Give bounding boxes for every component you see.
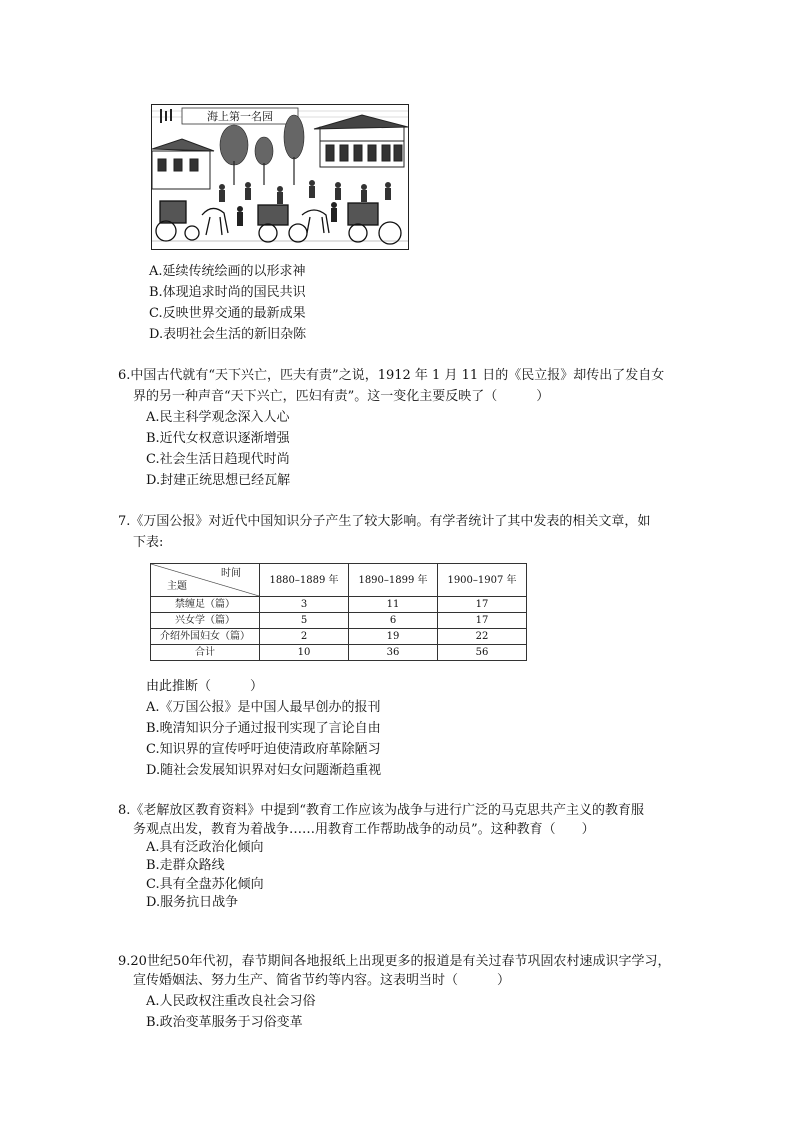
q6-option-b: B.近代女权意识逐渐增强 [146, 431, 290, 446]
q9-stem-line-2: 宣传婚姻法、努力生产、简省节约等内容。这表明当时（ ） [133, 973, 511, 988]
table-row-label: 合计 [151, 645, 260, 661]
q6-stem-line-1: 6.中国古代就有“天下兴亡，匹夫有责”之说，1912 年 1 月 11 日的《民立报》却传出了发自女 [118, 368, 665, 383]
q8-option-c: C.具有全盘苏化倾向 [146, 877, 264, 892]
q6-option-c: C.社会生活日趋现代时尚 [146, 452, 290, 467]
street-scene-illustration [151, 104, 409, 250]
table-row-label: 介绍外国妇女（篇） [151, 629, 260, 645]
q6-option-a: A.民主科学观念深入人心 [146, 410, 290, 425]
q8-option-d: D.服务抗日战争 [146, 895, 239, 910]
q7-stem-line-2: 下表: [133, 535, 164, 550]
q7-option-c: C.知识界的宣传呼吁迫使清政府革除陋习 [146, 742, 381, 757]
q5-option-d: D.表明社会生活的新旧杂陈 [149, 327, 307, 342]
table-corner-cell [151, 564, 260, 597]
q7-option-a: A.《万国公报》是中国人最早创办的报刊 [146, 700, 381, 715]
q7-stem-line-1: 7.《万国公报》对近代中国知识分子产生了较大影响。有学者统计了其中发表的相关文章，如 [118, 514, 651, 529]
q6-option-d: D.封建正统思想已经瓦解 [146, 473, 291, 488]
table-row [151, 597, 527, 613]
q8-option-b: B.走群众路线 [146, 858, 225, 873]
q5-option-c: C.反映世界交通的最新成果 [149, 306, 306, 321]
table-cell: 36 [349, 645, 438, 661]
table-cell: 6 [349, 613, 438, 629]
table-cell: 11 [349, 597, 438, 613]
table-cell: 17 [438, 613, 527, 629]
q8-stem-line-2: 务观点出发，教育为着战争……用教育工作帮助战争的动员”。这种教育（ ） [133, 822, 595, 837]
table-cell: 19 [349, 629, 438, 645]
table-cell: 2 [260, 629, 349, 645]
q9-option-a: A.人民政权注重改良社会习俗 [146, 994, 316, 1009]
illustration-title: 海上第一名园 [207, 110, 273, 123]
table-cell: 56 [438, 645, 527, 661]
q7-inference-prompt: 由此推断（ ） [146, 679, 264, 694]
q7-statistics-table [150, 563, 527, 661]
q7-option-b: B.晚清知识分子通过报刊实现了言论自由 [146, 721, 381, 736]
table-corner-bottom-label: 主题 [167, 581, 187, 592]
table-cell: 10 [260, 645, 349, 661]
table-cell: 3 [260, 597, 349, 613]
table-cell: 17 [438, 597, 527, 613]
table-period-header: 1900–1907 年 [438, 564, 527, 597]
table-period-header: 1890–1899 年 [349, 564, 438, 597]
table-corner-top-label: 时间 [221, 568, 241, 579]
q8-option-a: A.具有泛政治化倾向 [146, 840, 264, 855]
q9-option-b: B.政治变革服务于习俗变革 [146, 1015, 303, 1030]
table-total-row [151, 645, 527, 661]
q5-option-b: B.体现追求时尚的国民共识 [149, 285, 306, 300]
q8-stem-line-1: 8.《老解放区教育资料》中提到“教育工作应该为战争与进行广泛的马克思共产主义的教育服 [118, 803, 645, 818]
q7-option-d: D.随社会发展知识界对妇女问题渐趋重视 [146, 763, 382, 778]
q9-stem-line-1: 9.20世纪50年代初，春节期间各地报纸上出现更多的报道是有关过春节巩固农村速成识字学习， [118, 954, 671, 969]
table-row-label: 兴女学（篇） [151, 613, 260, 629]
table-row [151, 629, 527, 645]
table-row [151, 613, 527, 629]
table-cell: 22 [438, 629, 527, 645]
table-row-label: 禁缠足（篇） [151, 597, 260, 613]
table-cell: 5 [260, 613, 349, 629]
table-period-header: 1880–1889 年 [260, 564, 349, 597]
q5-option-a: A.延续传统绘画的以形求神 [149, 264, 306, 279]
q6-stem-line-2: 界的另一种声音“天下兴亡，匹妇有责”。这一变化主要反映了（ ） [133, 389, 550, 404]
